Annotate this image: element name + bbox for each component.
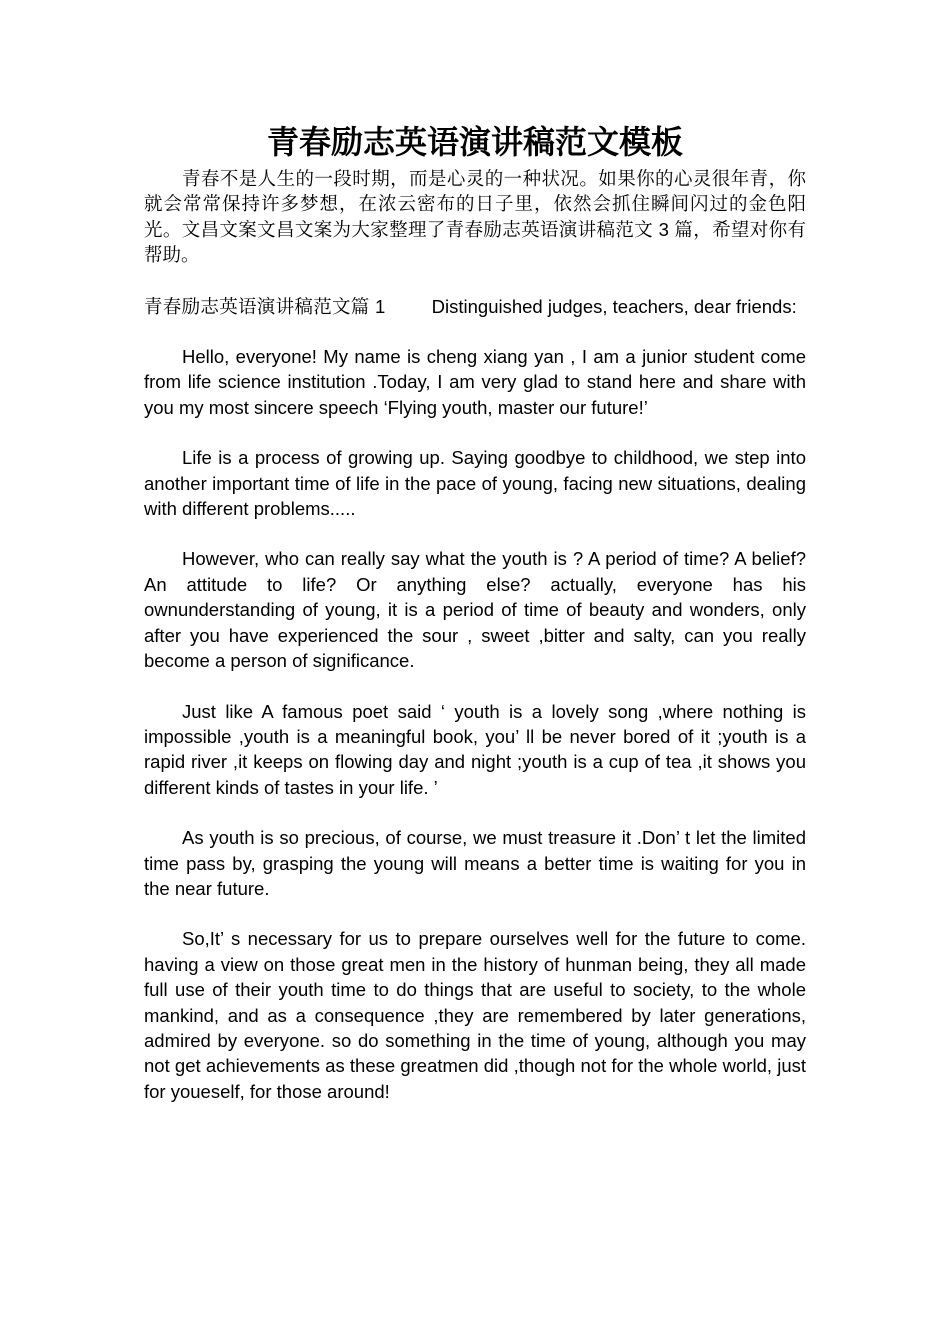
body-paragraph-2: Life is a process of growing up. Saying goodbye to childhood, we step into another important time of life in the pace of young, facing new situations, dealing with different problems..... — [144, 447, 806, 520]
greeting-text: Distinguished judges, teachers, dear friends: — [431, 295, 797, 317]
body-paragraph-5: As youth is so precious, of course, we must treasure it .Don’ t let the limited time pass by, grasping the young will means a better time is waiting for you in the near future. — [144, 827, 806, 899]
section-heading-line — [144, 294, 806, 319]
document-page — [144, 118, 806, 1104]
body-paragraph-1: Hello, everyone! My name is cheng xiang yan , I am a junior student come from life science institution .Today, I am very glad to stand here and share with you my most sincere speech ‘Flying youth, master our future!’ — [144, 346, 806, 418]
section-heading: 青春励志英语演讲稿范文篇 1 — [144, 295, 386, 317]
body-paragraph-6: So,It’ s necessary for us to prepare ourselves well for the future to come. having a view on those great men in the history of hunman being, they all made full use of their youth time to do things that are useful to society, to the whole mankind, and as a consequence ,they are remembered by later generations, admired by everyone. so do something in the time of young, although you may not get achievements as these greatmen did ,though not for the whole world, just for youeself, for those around! — [144, 928, 806, 1102]
body-paragraph-4: Just like A famous poet said ‘ youth is a lovely song ,where nothing is impossible ,youth is a meaningful book, you’ ll be never bored of it ;youth is a rapid river ,it keeps on flowing day and night ;youth is a cup of tea ,it shows you different kinds of tastes in your life. ’ — [144, 700, 806, 798]
document-title: 青春励志英语演讲稿范文模板 — [266, 124, 683, 160]
intro-paragraph: 青春不是人生的一段时期，而是心灵的一种状况。如果你的心灵很年青，你就会常常保持许多梦想，在浓云密布的日子里，依然会抓住瞬间闪过的金色阳光。文昌文案文昌文案为大家整理了青春励志英语演讲稿范文 3 篇，希望对你有帮助。 — [144, 168, 806, 266]
body-paragraph-3: However, who can really say what the youth is ? A period of time? A belief?An attitude to life? Or anything else? actually, everyone has his ownunderstanding of young, it is a period of time of beauty and wonders, only after you have experienced the sour , sweet ,bitter and salty, can you really become a person of significance. — [144, 548, 806, 672]
